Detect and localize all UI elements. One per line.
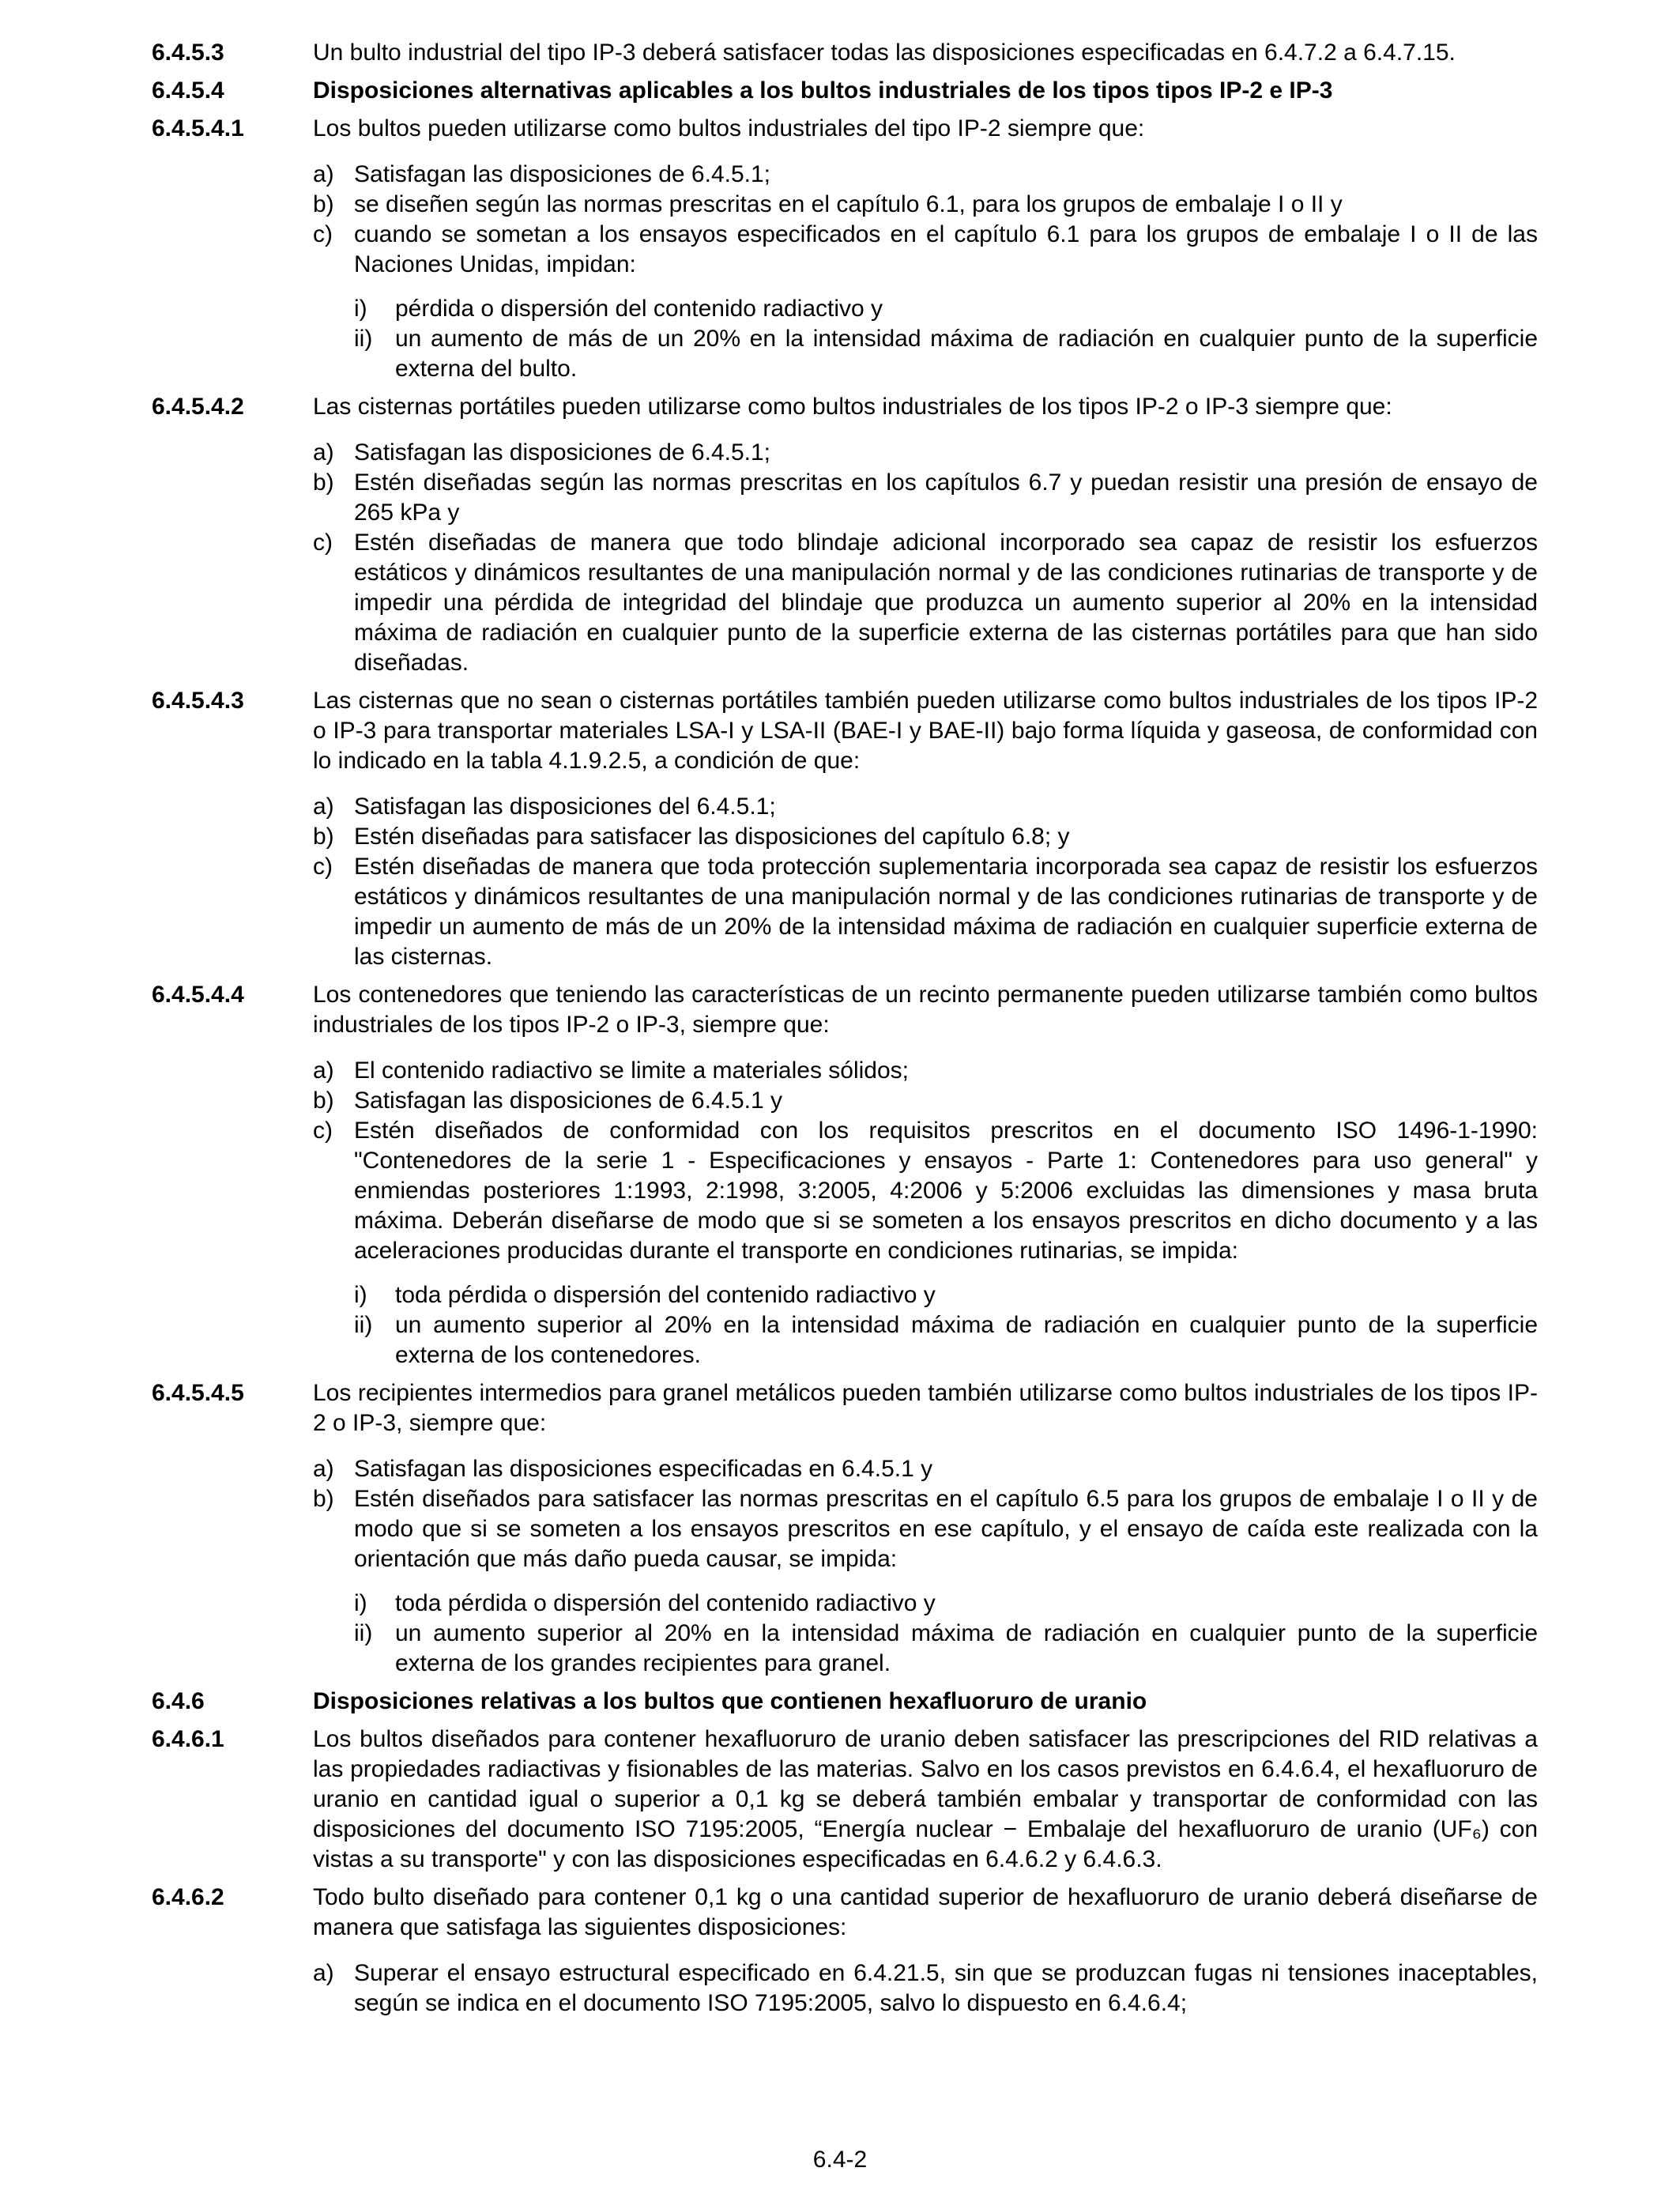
item-label: b) <box>313 1088 334 1114</box>
section-text: Los bultos diseñados para contener hexafluoruro de uranio deben satisfacer las prescripciones del RID relativas a las propiedades radiactivas y fisionables de las materias. Salvo en los casos previstos en 6.4.6.4, el hexafluoruro de uranio en cantidad igual o superior a 0,1 kg se deberá también embalar y transportar de conformidad con las disposiciones del documento ISO 7195:2005, “Energía nuclear − Embalaje del hexafluoruro de uranio (UF₆) con vistas a su transporte" y con las disposiciones especificadas en 6.4.6.2 y 6.4.6.3. <box>313 1726 1538 1872</box>
section-text: Los contenedores que teniendo las características de un recinto permanente pueden utilizarse también como bultos industriales de los tipos IP-2 o IP-3, siempre que: <box>313 982 1538 1038</box>
list-item <box>313 220 1538 384</box>
list-item <box>313 190 1538 220</box>
list-item <box>313 468 1538 528</box>
item-label: c) <box>313 221 333 247</box>
item-text: se diseñen según las normas prescritas en el capítulo 6.1, para los grupos de embalaje I o II y <box>354 191 1343 217</box>
section-6-4-5-3 <box>152 38 1538 68</box>
section-number: 6.4.5.3 <box>152 40 224 66</box>
sub-item <box>354 1310 1538 1370</box>
item-text: El contenido radiactivo se limite a materiales sólidos; <box>354 1057 909 1084</box>
section-6-4-6-2 <box>152 1883 1538 2019</box>
item-text: Satisfagan las disposiciones de 6.4.5.1 y <box>354 1088 783 1114</box>
section-number: 6.4.6.1 <box>152 1726 224 1752</box>
section-text: Las cisternas portátiles pueden utilizarse como bultos industriales de los tipos IP-2 o IP-3 siempre que: <box>313 394 1392 420</box>
item-text: Satisfagan las disposiciones de 6.4.5.1; <box>354 439 771 466</box>
item-label: b) <box>313 824 334 850</box>
item-text: Estén diseñados de conformidad con los requisitos prescritos en el documento ISO 1496-1-1990: "Contenedores de la serie 1 - Especificaciones y ensayos - Parte 1: Contenedores para uso general" y enmiendas posteriores 1:1993, 2:1998, 3:2005, 4:2006 y 5:2006 excluidas las dimensiones y masa bruta máxima. Deberán diseñarse de modo que si se someten a los ensayos prescritos en dicho documento y a las aceleraciones producidas durante el transporte en condiciones rutinarias, se impida: <box>354 1118 1538 1264</box>
section-6-4-5-4-heading <box>152 76 1538 106</box>
section-6-4-6-1 <box>152 1725 1538 1875</box>
item-label: a) <box>313 1057 334 1084</box>
item-label: c) <box>313 854 333 880</box>
section-6-4-5-4-5 <box>152 1378 1538 1679</box>
section-heading: Disposiciones relativas a los bultos que contienen hexafluoruro de uranio <box>313 1688 1147 1714</box>
item-label: c) <box>313 530 333 556</box>
section-text: Un bulto industrial del tipo IP-3 deberá satisfacer todas las disposiciones especificadas en 6.4.7.2 a 6.4.7.15. <box>313 40 1456 66</box>
sub-item <box>354 294 1538 324</box>
item-label: b) <box>313 469 334 496</box>
list-item <box>313 1484 1538 1679</box>
item-label: c) <box>313 1118 333 1144</box>
section-text: Los bultos pueden utilizarse como bultos industriales del tipo IP-2 siempre que: <box>313 115 1145 141</box>
item-text: Estén diseñados para satisfacer las normas prescritas en el capítulo 6.5 para los grupos de embalaje I o II y de modo que si se someten a los ensayos prescritos en ese capítulo, y el ensayo de caída este realizada con la orientación que más daño pueda causar, se impida: <box>354 1486 1538 1572</box>
item-label: a) <box>313 794 334 820</box>
sub-list <box>354 1280 1538 1370</box>
list-item <box>313 1454 1538 1484</box>
sub-item <box>354 1589 1538 1619</box>
item-text: Satisfagan las disposiciones especificadas en 6.4.5.1 y <box>354 1456 933 1482</box>
list-item <box>313 438 1538 468</box>
sub-item-label: i) <box>354 296 367 322</box>
section-text: Las cisternas que no sean o cisternas portátiles también pueden utilizarse como bultos industriales de los tipos IP-2 o IP-3 para transportar materiales LSA-I y LSA-II (BAE-I y BAE-II) bajo forma líquida y gaseosa, de conformidad con lo indicado en la tabla 4.1.9.2.5, a condición de que: <box>313 688 1538 774</box>
section-number: 6.4.5.4.1 <box>152 115 244 141</box>
item-list <box>313 1454 1538 1679</box>
section-6-4-5-4-4 <box>152 980 1538 1370</box>
sub-item <box>354 324 1538 384</box>
section-number: 6.4.5.4 <box>152 77 224 104</box>
item-text: Estén diseñadas según las normas prescritas en los capítulos 6.7 y puedan resistir una presión de ensayo de 265 kPa y <box>354 469 1538 526</box>
section-text: Los recipientes intermedios para granel metálicos pueden también utilizarse como bultos industriales de los tipos IP-2 o IP-3, siempre que: <box>313 1380 1538 1436</box>
sub-item-label: ii) <box>354 1620 373 1646</box>
document-body <box>152 38 1538 2026</box>
list-item <box>313 792 1538 822</box>
section-6-4-5-4-3 <box>152 686 1538 972</box>
item-label: b) <box>313 191 334 217</box>
item-label: a) <box>313 439 334 466</box>
section-6-4-5-4-1 <box>152 114 1538 384</box>
sub-item-text: un aumento superior al 20% en la intensidad máxima de radiación en cualquier punto de la superficie externa de los grandes recipientes para granel. <box>395 1620 1538 1676</box>
section-number: 6.4.6.2 <box>152 1884 224 1910</box>
section-number: 6.4.5.4.5 <box>152 1380 244 1406</box>
list-item <box>313 1086 1538 1116</box>
item-text: Estén diseñadas de manera que todo blindaje adicional incorporado sea capaz de resistir los esfuerzos estáticos y dinámicos resultantes de una manipulación normal y de las condiciones rutinarias de transporte y de impedir una pérdida de integridad del blindaje que produzca un aumento superior al 20% en la intensidad máxima de radiación en cualquier punto de la superficie externa de las cisternas portátiles para que han sido diseñadas. <box>354 530 1538 676</box>
sub-item-text: pérdida o dispersión del contenido radiactivo y <box>395 296 883 322</box>
item-list <box>313 1056 1538 1370</box>
sub-list <box>354 1589 1538 1679</box>
item-list <box>313 160 1538 384</box>
section-number: 6.4.5.4.2 <box>152 394 244 420</box>
item-list <box>313 1958 1538 2019</box>
list-item <box>313 528 1538 678</box>
item-text: Superar el ensayo estructural especificado en 6.4.21.5, sin que se produzcan fugas ni tensiones inaceptables, según se indica en el documento ISO 7195:2005, salvo lo dispuesto en 6.4.6.4; <box>354 1960 1538 2016</box>
item-text: Estén diseñadas para satisfacer las disposiciones del capítulo 6.8; y <box>354 824 1070 850</box>
section-6-4-5-4-2 <box>152 392 1538 678</box>
section-text: Todo bulto diseñado para contener 0,1 kg o una cantidad superior de hexafluoruro de uranio deberá diseñarse de manera que satisfaga las siguientes disposiciones: <box>313 1884 1538 1940</box>
list-item <box>313 852 1538 972</box>
item-label: a) <box>313 161 334 187</box>
sub-item-label: i) <box>354 1590 367 1616</box>
section-number: 6.4.5.4.3 <box>152 688 244 714</box>
item-text: Satisfagan las disposiciones del 6.4.5.1; <box>354 794 776 820</box>
section-number: 6.4.5.4.4 <box>152 982 244 1008</box>
list-item <box>313 160 1538 190</box>
sub-item <box>354 1619 1538 1679</box>
item-text: Satisfagan las disposiciones de 6.4.5.1; <box>354 161 771 187</box>
list-item <box>313 1056 1538 1086</box>
section-heading: Disposiciones alternativas aplicables a los bultos industriales de los tipos tipos IP-2 e IP-3 <box>313 77 1333 104</box>
page-number: 6.4-2 <box>812 2147 868 2173</box>
sub-item-label: ii) <box>354 326 373 352</box>
sub-item-text: un aumento de más de un 20% en la intensidad máxima de radiación en cualquier punto de la superficie externa del bulto. <box>395 326 1538 382</box>
sub-list <box>354 294 1538 384</box>
item-text: Estén diseñadas de manera que toda protección suplementaria incorporada sea capaz de resistir los esfuerzos estáticos y dinámicos resultantes de una manipulación normal y de las condiciones rutinarias de transporte y de impedir un aumento de más de un 20% de la intensidad máxima de radiación en cualquier superficie externa de las cisternas. <box>354 854 1538 970</box>
sub-item-text: toda pérdida o dispersión del contenido radiactivo y <box>395 1282 936 1308</box>
sub-item-text: un aumento superior al 20% en la intensidad máxima de radiación en cualquier punto de la superficie externa de los contenedores. <box>395 1312 1538 1368</box>
list-item <box>313 1116 1538 1370</box>
item-text: cuando se sometan a los ensayos especificados en el capítulo 6.1 para los grupos de embalaje I o II de las Naciones Unidas, impidan: <box>354 221 1538 277</box>
item-list <box>313 438 1538 678</box>
item-label: a) <box>313 1960 334 1986</box>
item-list <box>313 792 1538 972</box>
section-number: 6.4.6 <box>152 1688 205 1714</box>
sub-item <box>354 1280 1538 1310</box>
sub-item-label: i) <box>354 1282 367 1308</box>
sub-item-text: toda pérdida o dispersión del contenido radiactivo y <box>395 1590 936 1616</box>
item-label: a) <box>313 1456 334 1482</box>
list-item <box>313 822 1538 852</box>
section-6-4-6-heading <box>152 1687 1538 1717</box>
sub-item-label: ii) <box>354 1312 373 1338</box>
list-item <box>313 1958 1538 2019</box>
item-label: b) <box>313 1486 334 1512</box>
